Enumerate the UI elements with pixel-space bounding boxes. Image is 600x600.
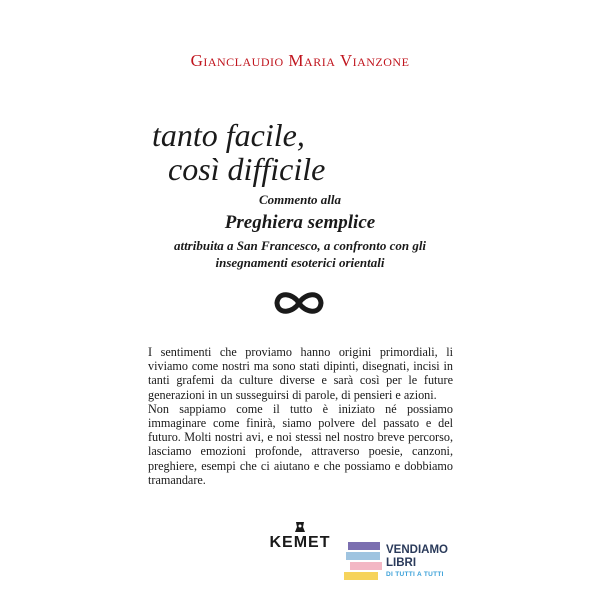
seller-name xyxy=(386,544,448,570)
book-subtitle xyxy=(150,192,450,270)
publisher-logo xyxy=(258,520,342,560)
infinity-icon xyxy=(272,287,326,319)
title-line-1: tanto facile, xyxy=(152,117,305,153)
seller-name-line-1: VENDIAMO xyxy=(386,544,448,556)
blurb-paragraph-2: Non sappiamo come il tutto è iniziato né possiamo immaginare come finirà, siamo polvere del passato e del futuro. Molti nostri avi, e noi stessi nel nostro breve percorso, lasciamo emozioni profonde, attraverso poesie, canzoni, preghiere, esempi che ci aiutano e che possiamo e dobbiamo tramandare. xyxy=(148,401,453,487)
blurb-paragraph-1: I sentimenti che proviamo hanno origini primordiali, li viviamo come nostri ma sono stati dipinti, disegnati, incisi in tanti grafemi da culture diverse e sarà così per le future generazioni in un susseguirsi di parole, di pensieri e azioni. xyxy=(148,345,453,402)
subtitle-intro: Commento alla xyxy=(259,192,341,207)
seller-name-line-2: LIBRI xyxy=(386,557,417,569)
stacked-books-icon xyxy=(344,540,384,584)
book-title xyxy=(150,118,450,186)
author-name: Gianclaudio Maria Vianzone xyxy=(190,51,410,70)
seller-tagline: DI TUTTI A TUTTI xyxy=(386,571,444,578)
seller-logo xyxy=(344,540,454,584)
title-line-2: così difficile xyxy=(168,151,326,187)
publisher-name: KEMET xyxy=(269,534,331,551)
subtitle-main: Preghiera semplice xyxy=(224,212,376,233)
cover-blurb xyxy=(148,345,453,487)
subtitle-description-line-1: attribuita a San Francesco, a confronto con gli xyxy=(173,238,427,253)
publisher-emblem-icon xyxy=(294,520,306,534)
subtitle-description-line-2: insegnamenti esoterici orientali xyxy=(215,255,385,270)
